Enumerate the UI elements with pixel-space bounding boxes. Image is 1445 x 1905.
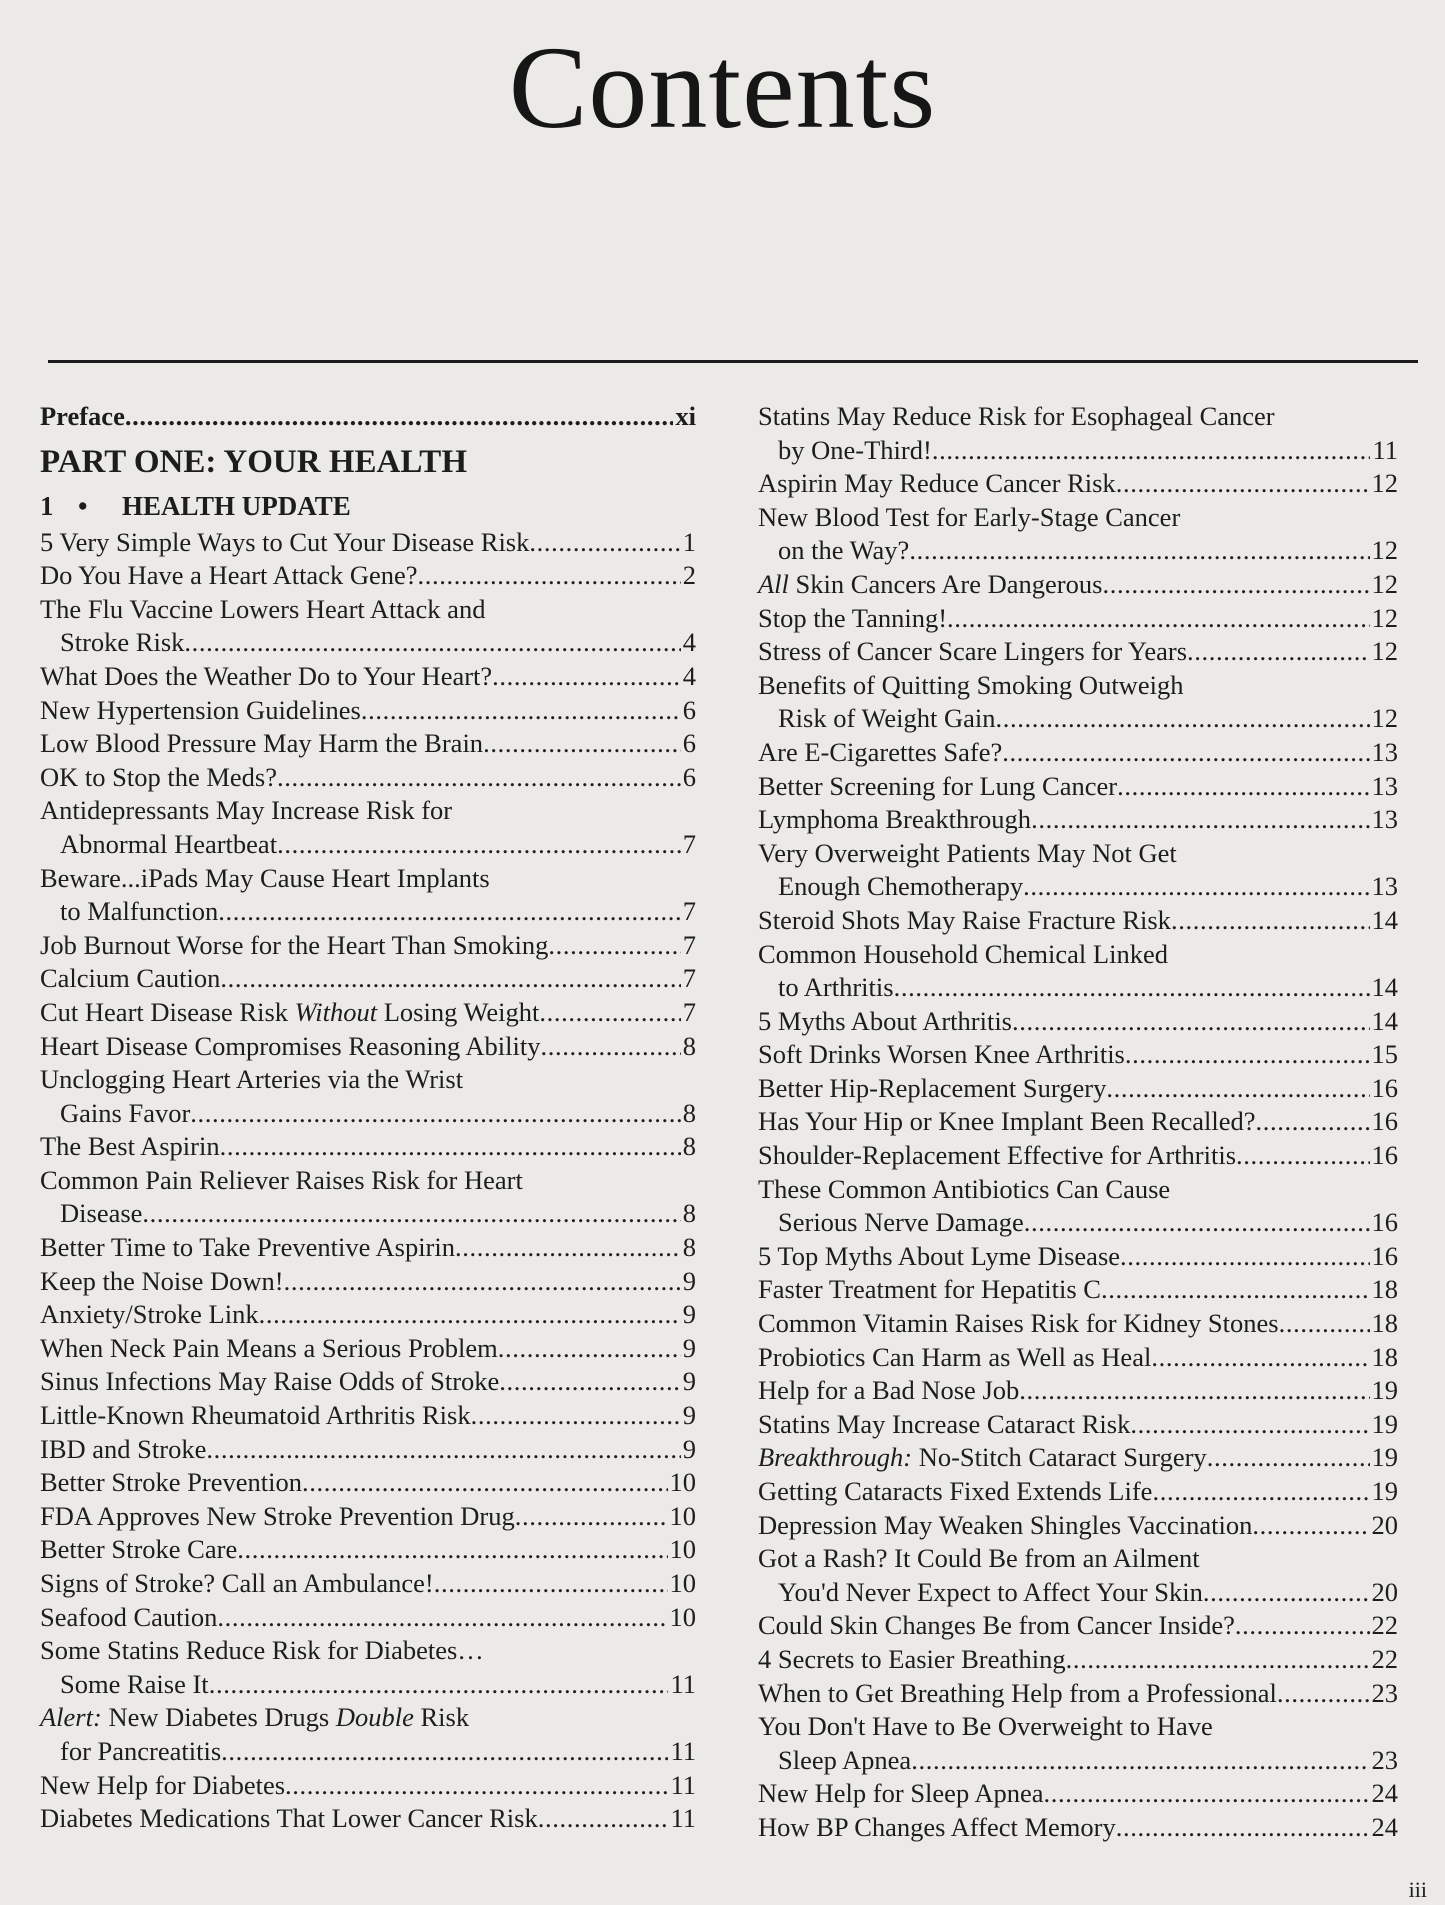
- toc-entry-page: 19: [1371, 1375, 1398, 1406]
- chapter-bullet: •: [78, 490, 88, 521]
- toc-entry-page: 4: [682, 660, 696, 691]
- toc-entry-title: Seafood Caution: [40, 1601, 218, 1632]
- toc-entry-title: Antidepressants May Increase Risk for: [40, 795, 453, 826]
- toc-entry-continuation: on the Way?: [778, 535, 910, 566]
- dot-leader: [1024, 1206, 1370, 1240]
- toc-entry-page: 6: [682, 728, 696, 759]
- toc-entry-continuation: Abnormal Heartbeat: [60, 828, 278, 859]
- toc-entry: [40, 1231, 696, 1265]
- chapter-heading: [40, 486, 696, 526]
- toc-entry-title: Statins May Increase Cataract Risk: [758, 1408, 1131, 1439]
- dot-leader: [361, 694, 681, 728]
- dot-leader: [1066, 1643, 1370, 1677]
- toc-entry-title: The Best Aspirin: [40, 1131, 220, 1162]
- toc-entry: [758, 1643, 1398, 1677]
- toc-entry: [40, 895, 696, 929]
- dot-leader: [492, 660, 681, 694]
- toc-entry-title: Could Skin Changes Be from Cancer Inside?: [758, 1610, 1235, 1641]
- toc-entry-page: 13: [1371, 770, 1398, 801]
- toc-entry-page: 19: [1371, 1408, 1398, 1439]
- toc-entry-page: 1: [682, 526, 696, 557]
- toc-entry-page: 11: [670, 1668, 696, 1699]
- toc-entry: [758, 1609, 1398, 1643]
- toc-entry-title: Getting Cataracts Fixed Extends Life: [758, 1476, 1153, 1506]
- toc-entry-page: 8: [682, 1131, 696, 1162]
- toc-entry-page: 11: [670, 1735, 696, 1766]
- toc-entry-page: 7: [682, 963, 696, 994]
- dot-leader: [1125, 1038, 1370, 1072]
- dot-leader: [455, 1231, 681, 1265]
- toc-entry-page: 19: [1371, 1476, 1398, 1506]
- toc-entry-title: 5 Very Simple Ways to Cut Your Disease Risk: [40, 526, 530, 557]
- chapter-title: HEALTH UPDATE: [122, 490, 351, 521]
- toc-entry-title: Sinus Infections May Raise Odds of Stroke: [40, 1366, 500, 1397]
- dot-leader: [184, 626, 680, 660]
- toc-entry-title: Faster Treatment for Hepatitis C: [758, 1274, 1101, 1305]
- toc-entry-page: 9: [682, 1265, 696, 1296]
- dot-leader: [1187, 635, 1369, 669]
- toc-entry-page: 9: [682, 1332, 696, 1363]
- toc-entry-continuation: Disease: [60, 1198, 143, 1229]
- toc-entry: [40, 626, 696, 660]
- dot-leader: [1207, 1441, 1370, 1475]
- dot-leader: [434, 1567, 668, 1601]
- toc-entry: [758, 1307, 1398, 1341]
- toc-entry-page: 2: [682, 560, 696, 591]
- dot-leader: [1152, 1475, 1369, 1509]
- toc-entry: [40, 727, 696, 761]
- toc-entry: [40, 1365, 696, 1399]
- toc-entry-page: 23: [1371, 1744, 1398, 1775]
- toc-entry: [40, 1030, 696, 1064]
- toc-entry-page: 22: [1371, 1643, 1398, 1674]
- toc-entry-title: All Skin Cancers Are Dangerous: [758, 568, 1103, 599]
- toc-entry-continuation: Some Raise It: [60, 1668, 209, 1699]
- dot-leader: [125, 400, 674, 434]
- right-column: [758, 400, 1398, 1845]
- part-heading: PART ONE: YOUR HEALTH: [40, 443, 467, 480]
- toc-entry-title: The Flu Vaccine Lowers Heart Attack and: [40, 593, 486, 624]
- toc-entry-page: 23: [1371, 1677, 1398, 1708]
- dot-leader: [995, 702, 1369, 736]
- toc-entry: [40, 559, 696, 593]
- dot-leader: [221, 1735, 668, 1769]
- toc-entry: [40, 1500, 696, 1534]
- toc-entry: [758, 1509, 1398, 1543]
- toc-entry-title: Anxiety/Stroke Link: [40, 1299, 259, 1330]
- toc-entry-title: 5 Myths About Arthritis: [758, 1005, 1012, 1036]
- toc-entry-title: New Help for Diabetes: [40, 1769, 286, 1800]
- toc-entry-title: 5 Top Myths About Lyme Disease: [758, 1240, 1121, 1271]
- toc-entry-title: What Does the Weather Do to Your Heart?: [40, 660, 493, 691]
- dot-leader: [1019, 1374, 1369, 1408]
- toc-entry-page: 13: [1371, 736, 1398, 767]
- toc-entry-title: New Blood Test for Early-Stage Cancer: [758, 501, 1181, 532]
- toc-entry-continuation: Stroke Risk: [60, 627, 185, 658]
- toc-entry-page: 8: [682, 1030, 696, 1061]
- dot-leader: [1277, 1677, 1370, 1711]
- toc-entry: [40, 1197, 696, 1231]
- toc-entry-page: 9: [682, 1400, 696, 1431]
- toc-entry-title: You Don't Have to Be Overweight to Have: [758, 1711, 1213, 1742]
- toc-entry: [758, 1441, 1398, 1475]
- dot-leader: [259, 1298, 681, 1332]
- dot-leader: [1255, 1105, 1369, 1139]
- toc-entry-title: Signs of Stroke? Call an Ambulance!: [40, 1568, 434, 1598]
- toc-entry: [758, 971, 1398, 1005]
- toc-entry-title: Depression May Weaken Shingles Vaccination: [758, 1509, 1253, 1540]
- toc-entry-title: Better Stroke Prevention: [40, 1467, 302, 1498]
- dot-leader: [499, 1365, 680, 1399]
- dot-leader: [1044, 1777, 1370, 1811]
- dot-leader: [220, 962, 680, 996]
- toc-entry: [40, 660, 696, 694]
- toc-entry: [758, 1240, 1398, 1274]
- toc-entry: [40, 1433, 696, 1467]
- toc-entry: [40, 1567, 696, 1601]
- toc-entry: [758, 1139, 1398, 1173]
- toc-entry-title: Steroid Shots May Raise Fracture Risk: [758, 904, 1171, 935]
- dot-leader: [1235, 1609, 1370, 1643]
- toc-entry: [40, 962, 696, 996]
- toc-entry-continuation: by One-Third!: [778, 434, 932, 465]
- toc-entry-title: Probiotics Can Harm as Well as Heal: [758, 1341, 1152, 1372]
- toc-entry-title: Common Household Chemical Linked: [758, 938, 1168, 969]
- dot-leader: [1120, 1240, 1369, 1274]
- toc-entry: [40, 526, 696, 560]
- toc-entry: [40, 1769, 696, 1803]
- dot-leader: [1101, 1273, 1370, 1307]
- horizontal-rule: [48, 360, 1418, 363]
- preface-label: Preface: [40, 401, 125, 431]
- toc-entry-page: 7: [682, 896, 696, 927]
- toc-entry-title: Stop the Tanning!: [758, 602, 948, 633]
- toc-entry-page: 12: [1371, 535, 1398, 566]
- toc-entry-title: Help for a Bad Nose Job: [758, 1375, 1020, 1406]
- toc-entry-page: 14: [1371, 904, 1398, 935]
- toc-entry: [40, 1097, 696, 1131]
- toc-entry-page: 24: [1371, 1811, 1398, 1842]
- dot-leader: [1116, 1811, 1370, 1845]
- toc-entry-title: Heart Disease Compromises Reasoning Ability: [40, 1030, 541, 1061]
- toc-entry-title: Better Hip-Replacement Surgery: [758, 1072, 1107, 1103]
- toc-entry-continuation: to Malfunction: [60, 896, 219, 927]
- toc-entry: [758, 1038, 1398, 1072]
- toc-entry-page: 16: [1371, 1207, 1398, 1238]
- left-column: [40, 400, 696, 1836]
- toc-entry: [758, 803, 1398, 837]
- dot-leader: [1012, 1005, 1370, 1039]
- toc-entry: [758, 1072, 1398, 1106]
- toc-entry-continuation: Risk of Weight Gain: [778, 703, 996, 734]
- toc-entry: [40, 1332, 696, 1366]
- toc-entry-title: Has Your Hip or Knee Implant Been Recalled?: [758, 1106, 1256, 1137]
- toc-entry-page: 18: [1371, 1274, 1398, 1305]
- toc-entry-page: 20: [1371, 1576, 1398, 1607]
- toc-entry-page: 16: [1371, 1240, 1398, 1271]
- toc-entry-title: Beware...iPads May Cause Heart Implants: [40, 862, 490, 893]
- toc-entry: [40, 929, 696, 963]
- dot-leader: [539, 996, 680, 1030]
- toc-entry: [758, 904, 1398, 938]
- dot-leader: [1171, 904, 1370, 938]
- toc-entry-page: 10: [669, 1568, 696, 1598]
- toc-entry-title: 4 Secrets to Easier Breathing: [758, 1643, 1066, 1674]
- toc-entry: [758, 1677, 1398, 1711]
- toc-entry-page: 24: [1371, 1778, 1398, 1809]
- toc-entry-continuation: You'd Never Expect to Affect Your Skin: [778, 1576, 1203, 1607]
- toc-entry-page: 11: [670, 1803, 696, 1834]
- toc-entry-title: Calcium Caution: [40, 963, 221, 994]
- preface-entry: [40, 400, 696, 434]
- dot-leader: [932, 434, 1371, 468]
- toc-entry: [758, 736, 1398, 770]
- toc-entry-page: 18: [1371, 1308, 1398, 1339]
- preface-page: xi: [675, 401, 696, 431]
- toc-entry-page: 6: [682, 761, 696, 792]
- toc-entry-title: Common Pain Reliever Raises Risk for Heart: [40, 1164, 523, 1195]
- toc-entry-page: 12: [1371, 602, 1398, 633]
- toc-entry-page: 10: [669, 1500, 696, 1531]
- toc-entry-title: Little-Known Rheumatoid Arthritis Risk: [40, 1400, 471, 1431]
- dot-leader: [237, 1533, 667, 1567]
- page-number: iii: [1408, 1877, 1427, 1902]
- dot-leader: [529, 526, 680, 560]
- toc-entry-title: When to Get Breathing Help from a Professional: [758, 1677, 1277, 1708]
- toc-entry: [758, 1744, 1398, 1778]
- toc-entry-page: 12: [1371, 703, 1398, 734]
- dot-leader: [217, 1601, 667, 1635]
- toc-entry: [40, 1533, 696, 1567]
- toc-entry-title: How BP Changes Affect Memory: [758, 1811, 1116, 1842]
- dot-leader: [277, 828, 681, 862]
- toc-entry: [758, 568, 1398, 602]
- dot-leader: [302, 1466, 668, 1500]
- toc-entry-title: Lymphoma Breakthrough: [758, 804, 1032, 835]
- toc-entry-title: Better Stroke Care: [40, 1534, 238, 1565]
- toc-entry-page: 9: [682, 1366, 696, 1397]
- toc-entry: [40, 1298, 696, 1332]
- toc-entry: [40, 1802, 696, 1836]
- dot-leader: [947, 602, 1369, 636]
- toc-entry-continuation: Sleep Apnea: [778, 1744, 912, 1775]
- dot-leader: [277, 761, 681, 795]
- toc-entry: [758, 1777, 1398, 1811]
- toc-entry-page: 16: [1371, 1140, 1398, 1171]
- toc-entry-page: 4: [682, 627, 696, 658]
- toc-entry-page: 12: [1371, 636, 1398, 667]
- toc-entry-page: 10: [669, 1601, 696, 1632]
- toc-entry-page: 14: [1371, 972, 1398, 1003]
- toc-entry: [758, 1811, 1398, 1845]
- toc-entry: [40, 1668, 696, 1702]
- toc-entry-page: 7: [682, 929, 696, 960]
- left-entry-list: [40, 526, 696, 1836]
- toc-entry: [758, 1576, 1398, 1610]
- toc-entry-page: 10: [669, 1534, 696, 1565]
- dot-leader: [418, 559, 681, 593]
- toc-entry-title: Better Time to Take Preventive Aspirin: [40, 1232, 455, 1263]
- toc-entry-continuation: Gains Favor: [60, 1097, 191, 1128]
- toc-entry: [758, 1273, 1398, 1307]
- toc-entry: [40, 761, 696, 795]
- toc-entry: [758, 770, 1398, 804]
- dot-leader: [1031, 803, 1369, 837]
- toc-entry-title: New Help for Sleep Apnea: [758, 1778, 1044, 1809]
- toc-entry-title: Shoulder-Replacement Effective for Arthritis: [758, 1140, 1237, 1171]
- toc-entry-page: 13: [1371, 804, 1398, 835]
- toc-entry-title: Are E-Cigarettes Safe?: [758, 736, 1003, 767]
- toc-entry: [758, 1475, 1398, 1509]
- dot-leader: [1203, 1576, 1370, 1610]
- toc-entry-title: OK to Stop the Meds?: [40, 761, 278, 792]
- toc-entry-page: 13: [1371, 871, 1398, 902]
- dot-leader: [190, 1097, 680, 1131]
- toc-entry-title: Very Overweight Patients May Not Get: [758, 837, 1177, 868]
- toc-entry-title: Benefits of Quitting Smoking Outweigh: [758, 669, 1184, 700]
- toc-entry-title: Unclogging Heart Arteries via the Wrist: [40, 1064, 464, 1095]
- toc-entry-page: 16: [1371, 1072, 1398, 1103]
- toc-entry: [40, 996, 696, 1030]
- toc-entry-title: These Common Antibiotics Can Cause: [758, 1173, 1171, 1204]
- dot-leader: [1252, 1509, 1369, 1543]
- toc-entry-continuation: to Arthritis: [778, 972, 894, 1003]
- toc-entry: [40, 694, 696, 728]
- toc-entry-page: 14: [1371, 1005, 1398, 1036]
- dot-leader: [284, 1265, 681, 1299]
- dot-leader: [1279, 1307, 1370, 1341]
- toc-entry-page: 12: [1371, 468, 1398, 499]
- toc-entry-page: 15: [1371, 1039, 1398, 1070]
- toc-entry-page: 9: [682, 1433, 696, 1464]
- dot-leader: [1002, 736, 1369, 770]
- dot-leader: [1102, 568, 1369, 602]
- toc-entry-page: 7: [682, 996, 696, 1027]
- toc-entry-title: Soft Drinks Worsen Knee Arthritis: [758, 1039, 1125, 1070]
- dot-leader: [498, 1332, 681, 1366]
- toc-entry-page: 20: [1371, 1509, 1398, 1540]
- toc-entry-page: 8: [682, 1198, 696, 1229]
- toc-entry-title: Some Statins Reduce Risk for Diabetes…: [40, 1635, 484, 1666]
- toc-entry-page: 11: [670, 1769, 696, 1800]
- toc-entry-page: 9: [682, 1299, 696, 1330]
- toc-entry-title: Alert: New Diabetes Drugs Double Risk: [40, 1702, 470, 1733]
- toc-entry-continuation: Serious Nerve Damage: [778, 1207, 1024, 1238]
- toc-entry: [758, 1341, 1398, 1375]
- dot-leader: [909, 534, 1369, 568]
- dot-leader: [218, 895, 681, 929]
- toc-entry-title: Breakthrough: No-Stitch Cataract Surgery: [758, 1442, 1207, 1473]
- toc-entry-title: FDA Approves New Stroke Prevention Drug: [40, 1500, 515, 1531]
- dot-leader: [220, 1130, 681, 1164]
- dot-leader: [541, 1030, 681, 1064]
- toc-entry-title: Got a Rash? It Could Be from an Ailment: [758, 1543, 1200, 1574]
- toc-entry-title: Better Screening for Lung Cancer: [758, 770, 1118, 801]
- dot-leader: [471, 1399, 681, 1433]
- toc-entry-page: 10: [669, 1467, 696, 1498]
- toc-entry: [758, 1206, 1398, 1240]
- toc-entry-continuation: Enough Chemotherapy: [778, 871, 1024, 902]
- dot-leader: [1236, 1139, 1369, 1173]
- dot-leader: [142, 1197, 680, 1231]
- dot-leader: [1106, 1072, 1369, 1106]
- dot-leader: [285, 1769, 668, 1803]
- page-title: Contents: [508, 22, 937, 153]
- toc-entry-title: Job Burnout Worse for the Heart Than Smoking: [40, 929, 549, 960]
- right-entry-list: [758, 400, 1398, 1845]
- toc-entry: [40, 828, 696, 862]
- toc-entry-page: 6: [682, 694, 696, 725]
- dot-leader: [548, 929, 680, 963]
- dot-leader: [515, 1500, 668, 1534]
- toc-entry-page: 8: [682, 1232, 696, 1263]
- toc-entry-title: Common Vitamin Raises Risk for Kidney Stones: [758, 1308, 1279, 1339]
- toc-entry-page: 11: [1372, 434, 1398, 465]
- toc-entry-title: Statins May Reduce Risk for Esophageal Cancer: [758, 401, 1275, 431]
- toc-entry: [758, 1374, 1398, 1408]
- toc-entry-page: 22: [1371, 1610, 1398, 1641]
- toc-entry-title: Aspirin May Reduce Cancer Risk: [758, 468, 1116, 499]
- dot-leader: [1130, 1408, 1369, 1442]
- dot-leader: [911, 1744, 1369, 1778]
- toc-entry: [758, 434, 1398, 468]
- toc-entry: [758, 1005, 1398, 1039]
- dot-leader: [538, 1802, 669, 1836]
- toc-entry-title: Do You Have a Heart Attack Gene?: [40, 560, 418, 591]
- toc-entry-title: Stress of Cancer Scare Lingers for Years: [758, 636, 1188, 667]
- toc-entry-page: 7: [682, 828, 696, 859]
- toc-entry: [758, 602, 1398, 636]
- toc-entry: [758, 1408, 1398, 1442]
- dot-leader: [483, 727, 681, 761]
- dot-leader: [1117, 770, 1369, 804]
- toc-entry: [758, 635, 1398, 669]
- toc-entry: [758, 702, 1398, 736]
- dot-leader: [206, 1433, 680, 1467]
- toc-entry: [758, 534, 1398, 568]
- chapter-number: 1: [40, 490, 54, 521]
- toc-entry-page: 16: [1371, 1106, 1398, 1137]
- dot-leader: [1023, 870, 1369, 904]
- toc-entry: [40, 1265, 696, 1299]
- toc-entry-title: New Hypertension Guidelines: [40, 694, 361, 725]
- toc-entry: [40, 1466, 696, 1500]
- toc-entry: [40, 1601, 696, 1635]
- toc-entry-title: Low Blood Pressure May Harm the Brain: [40, 728, 484, 759]
- dot-leader: [1116, 467, 1370, 501]
- toc-entry-title: Keep the Noise Down!: [40, 1265, 284, 1296]
- toc-entry-page: 12: [1371, 568, 1398, 599]
- toc-entry-title: Diabetes Medications That Lower Cancer Risk: [40, 1803, 538, 1834]
- dot-leader: [894, 971, 1370, 1005]
- toc-entry-page: 19: [1371, 1442, 1398, 1473]
- toc-entry-page: 8: [682, 1097, 696, 1128]
- toc-entry: [758, 467, 1398, 501]
- dot-leader: [209, 1668, 669, 1702]
- toc-entry: [40, 1399, 696, 1433]
- toc-entry: [40, 1130, 696, 1164]
- toc-entry: [758, 870, 1398, 904]
- toc-entry: [758, 1105, 1398, 1139]
- toc-entry-title: IBD and Stroke: [40, 1433, 207, 1464]
- toc-entry-title: When Neck Pain Means a Serious Problem: [40, 1332, 498, 1363]
- toc-entry-title: Cut Heart Disease Risk Without Losing Weight: [40, 996, 540, 1027]
- toc-entry-continuation: for Pancreatitis: [60, 1735, 222, 1766]
- toc-entry-page: 18: [1371, 1341, 1398, 1372]
- dot-leader: [1151, 1341, 1369, 1375]
- toc-entry: [40, 1735, 696, 1769]
